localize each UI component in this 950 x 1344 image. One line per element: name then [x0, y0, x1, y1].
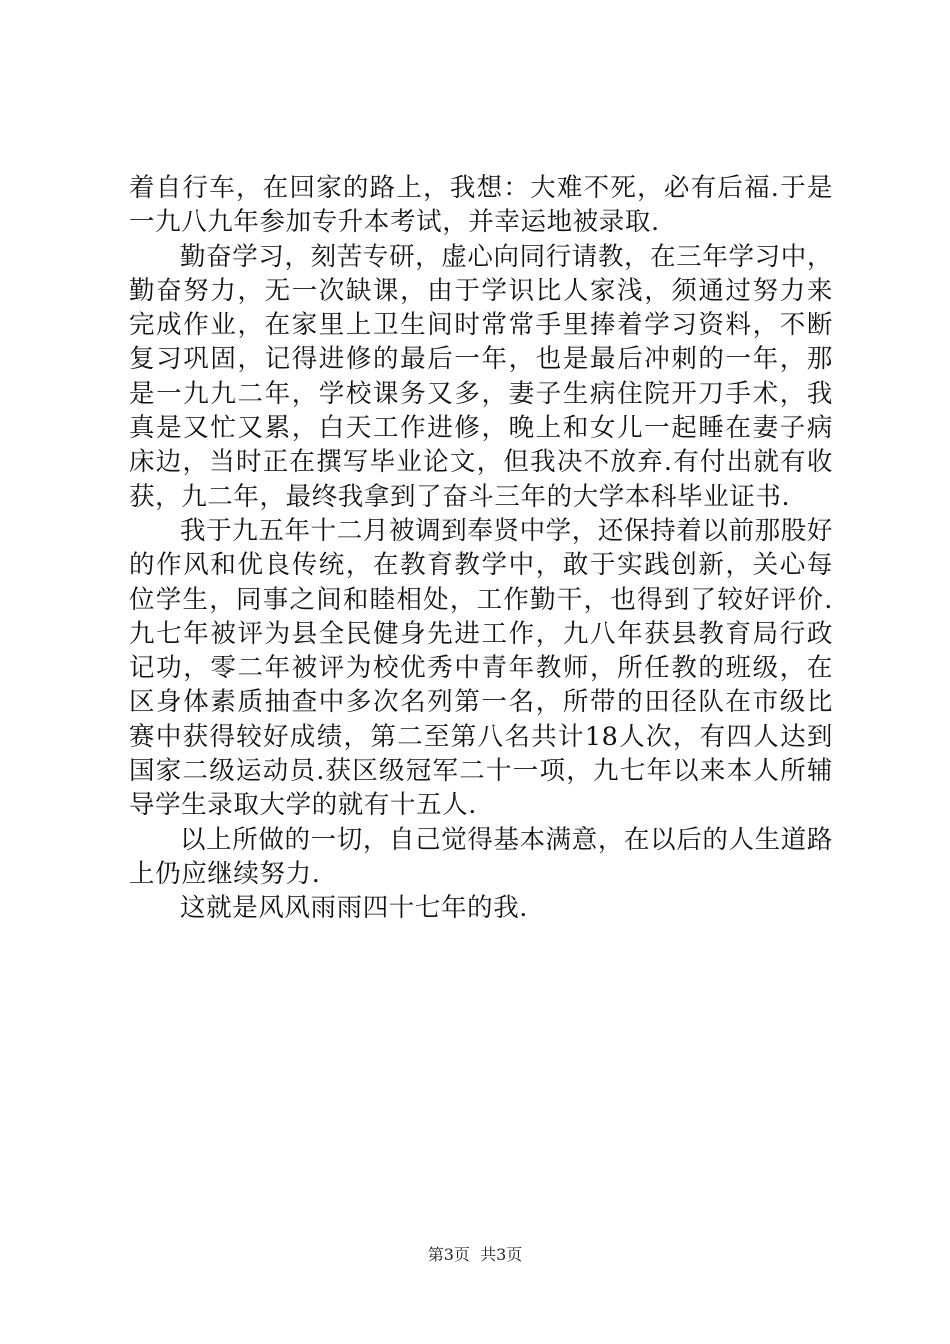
page-number-label: 第3页 共3页 — [427, 1245, 523, 1264]
document-body — [129, 171, 833, 926]
paragraph-continuation: 着自行车，在回家的路上，我想：大难不死，必有后福.于是一九八九年参加专升本考试，并幸运地被录取. — [129, 173, 833, 238]
paragraph-study: 勤奋学习，刻苦专研，虚心向同行请教，在三年学习中，勤奋努力，无一次缺课，由于学识比人家浅，须通过努力来完成作业，在家里上卫生间时常常手里捧着学习资料，不断复习巩固，记得进修的最后一年，也是最后冲刺的一年，那是一九九二年，学校课务又多，妻子生病住院开刀手术，我真是又忙又累，白天工作进修，晚上和女儿一起睡在妻子病床边，当时正在撰写毕业论文，但我决不放弃.有付出就有收获，九二年，最终我拿到了奋斗三年的大学本科毕业证书. — [129, 241, 833, 512]
paragraph-career: 我于九五年十二月被调到奉贤中学，还保持着以前那股好的作风和优良传统，在教育教学中，敢于实践创新，关心每位学生，同事之间和睦相处，工作勤干，也得到了较好评价.九七年被评为县全民健身先进工作，九八年获县教育局行政记功，零二年被评为校优秀中青年教师，所任教的班级，在区身体素质抽查中多次名列第一名，所带的田径队在市级比赛中获得较好成绩，第二至第八名共计18人次，有四人达到国家二级运动员.获区级冠军二十一项，九七年以来本人所辅导学生录取大学的就有十五人. — [129, 515, 833, 821]
paragraph-reflection: 以上所做的一切，自己觉得基本满意，在以后的人生道路上仍应继续努力. — [129, 824, 833, 889]
page-footer — [0, 1245, 950, 1265]
paragraph-closing: 这就是风风雨雨四十七年的我. — [180, 893, 529, 924]
